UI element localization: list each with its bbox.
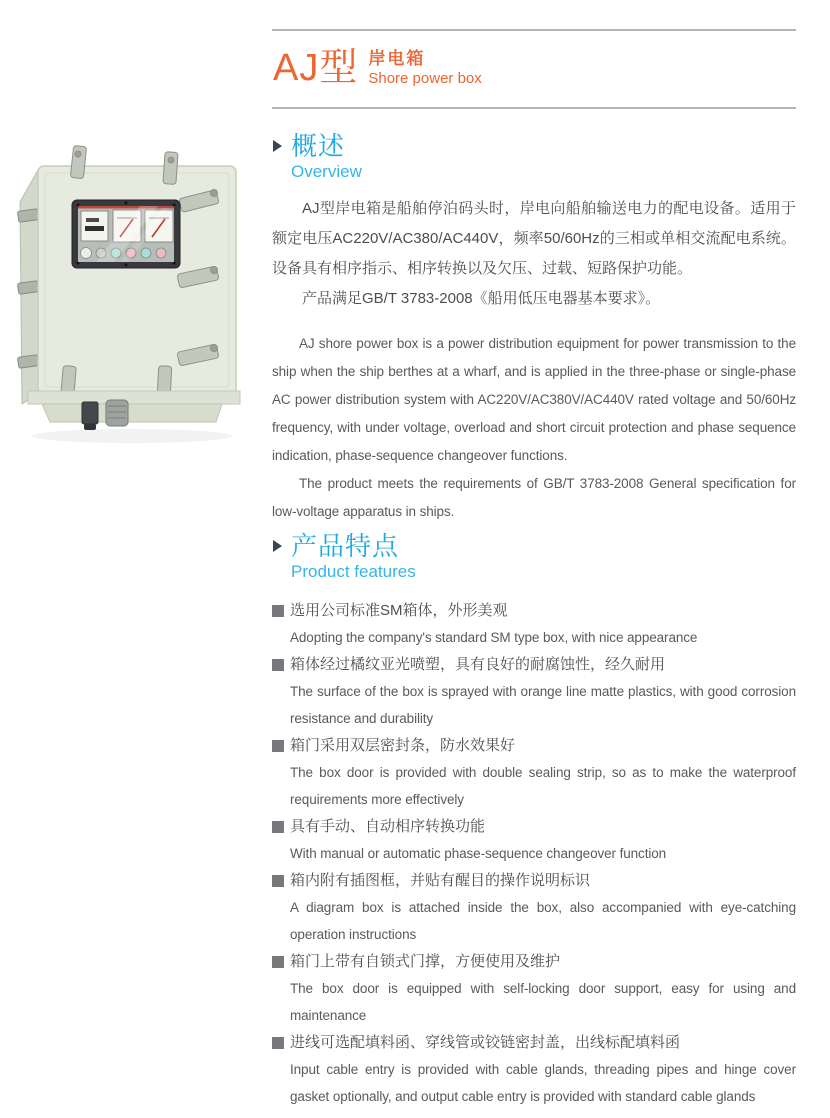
cabinet-bottom-box: [42, 404, 222, 422]
feature-cn: 选用公司标准SM箱体，外形美观: [290, 602, 508, 619]
feature-item: [272, 948, 796, 1029]
feature-en: The box door is provided with double sealing strip, so as to make the waterproof requirements more effectively: [290, 765, 796, 807]
window-red-strip: [78, 206, 174, 209]
meter-window: [72, 200, 180, 268]
product-photo: [12, 140, 264, 448]
photo-shadow: [32, 429, 232, 443]
features-heading-en: Product features: [291, 562, 416, 581]
section-arrow-icon: [273, 540, 282, 552]
overview-paragraph-cn: AJ型岸电箱是船舶停泊码头时，岸电向船舶输送电力的配电设备。适用于额定电压AC220V/AC380/AC440V，频率50/60Hz的三相或单相交流配电系统。设备具有相序指示、相序转换以及欠压、过载、短路保护功能。: [272, 200, 796, 277]
overview-paragraph-en: The product meets the requirements of GB/T 3783-2008 General specification for low-voltage apparatus in ships.: [272, 476, 796, 519]
feature-bullet-icon: [272, 956, 284, 968]
overview-paragraph-cn: 产品满足GB/T 3783-2008《船用低压电器基本要求》。: [302, 290, 661, 307]
product-name-cn: 岸电箱: [368, 48, 426, 68]
product-name-block: [368, 49, 481, 88]
feature-bullet-icon: [272, 1037, 284, 1049]
feature-en: Input cable entry is provided with cable glands, threading pipes and hinge cover gasket optionally, and output cable entry is provided with standard cable glands: [290, 1062, 796, 1104]
cable-gland-metal: [106, 400, 128, 426]
product-name-en: Shore power box: [368, 69, 482, 87]
section-arrow-icon: [273, 140, 282, 152]
overview-en-block: [272, 330, 796, 526]
feature-item: [272, 867, 796, 948]
counter-meter: [81, 211, 108, 241]
feature-bullet-icon: [272, 605, 284, 617]
feature-item: [272, 732, 796, 813]
feature-en: Adopting the company's standard SM type box, with nice appearance: [290, 630, 698, 645]
feature-en: The box door is equipped with self-locking door support, easy for using and maintenance: [290, 981, 796, 1023]
feature-bullet-icon: [272, 821, 284, 833]
overview-cn-block: [272, 194, 796, 314]
feature-en: A diagram box is attached inside the box, also accompanied with eye-catching operation instructions: [290, 900, 796, 942]
overview-header: [272, 131, 796, 182]
features-header: [272, 531, 796, 582]
feature-item: [272, 813, 796, 867]
feature-cn: 箱门上带有自锁式门撑，方便使用及维护: [290, 953, 561, 970]
feature-cn: 箱门采用双层密封条，防水效果好: [290, 737, 516, 754]
page-title: [273, 46, 482, 90]
overview-section: [272, 131, 796, 526]
cable-gland-dark: [82, 402, 98, 430]
product-model: AJ型: [273, 47, 359, 89]
feature-item: [272, 597, 796, 651]
feature-en: The surface of the box is sprayed with orange line matte plastics, with good corrosion resistance and durability: [290, 684, 796, 726]
top-rule: [272, 29, 796, 31]
cabinet-bottom-flange: [28, 391, 240, 404]
title-rule: [272, 107, 796, 109]
features-heading-cn: 产品特点: [291, 531, 400, 561]
feature-cn: 具有手动、自动相序转换功能: [290, 818, 486, 835]
feature-cn: 进线可选配填料函、穿线管或铰链密封盖，出线标配填料函: [290, 1034, 681, 1051]
feature-bullet-icon: [272, 659, 284, 671]
feature-item: [272, 1029, 796, 1110]
feature-item: [272, 651, 796, 732]
feature-en: With manual or automatic phase-sequence changeover function: [290, 846, 667, 861]
feature-cn: 箱内附有插图框，并贴有醒目的操作说明标识: [290, 872, 591, 889]
features-section: [272, 531, 796, 1110]
feature-bullet-icon: [272, 875, 284, 887]
overview-heading-en: Overview: [291, 162, 362, 181]
overview-paragraph-en: AJ shore power box is a power distribution equipment for power transmission to the ship when the ship berthes at a wharf, and is applied in the three-phase or single-phase AC power distribution system with AC220V/AC380V/AC440V rated voltage and 50/60Hz frequency, with under voltage, overload and short circuit protection and phase sequence indication, phase-sequence changeover functions.: [272, 336, 796, 463]
feature-cn: 箱体经过橘纹亚光喷塑，具有良好的耐腐蚀性，经久耐用: [290, 656, 666, 673]
feature-bullet-icon: [272, 740, 284, 752]
feature-list: [272, 597, 796, 1110]
overview-heading-cn: 概述: [291, 131, 346, 161]
